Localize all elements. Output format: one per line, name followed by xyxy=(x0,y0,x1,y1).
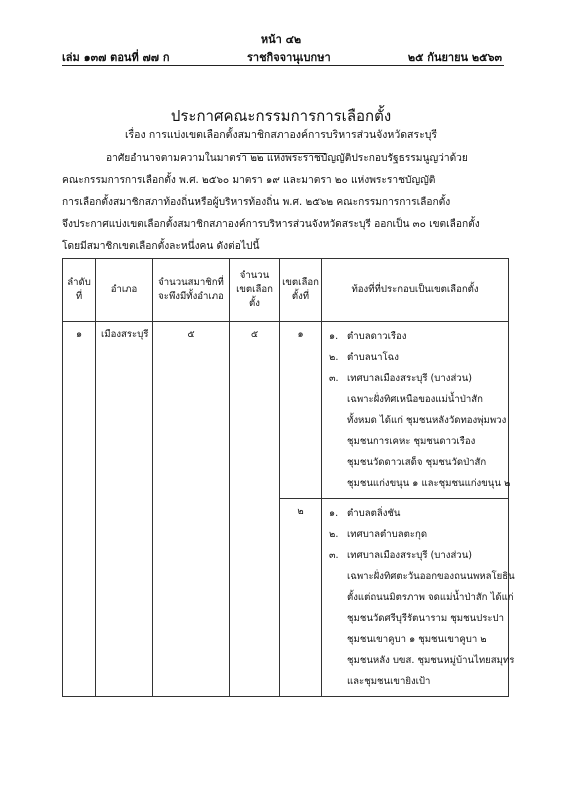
area-item: ๒. ตำบลนาโฉง xyxy=(329,352,399,363)
area-item: ๓. เทศบาลเมืองสระบุรี (บางส่วน) xyxy=(329,550,472,561)
cell-zone-count: ๕ xyxy=(230,322,280,697)
header-rule xyxy=(62,65,504,66)
publication-date: ๒๕ กันยายน ๒๕๖๓ xyxy=(407,51,502,64)
header-areas: ท้องที่ที่ประกอบเป็นเขตเลือกตั้ง xyxy=(322,259,509,322)
document-title: ประกาศคณะกรรมการการเลือกตั้ง xyxy=(170,107,392,125)
body-line: จึงประกาศแบ่งเขตเลือกตั้งสมาชิกสภาองค์การบริหารส่วนจังหวัดสระบุรี ออกเป็น ๓๐ เขตเลือกตั้ง xyxy=(62,219,480,230)
table-row xyxy=(63,322,509,499)
body-line: คณะกรรมการการเลือกตั้ง พ.ศ. ๒๕๖๐ มาตรา ๑๙ และมาตรา ๒๐ แห่งพระราชบัญญัติ xyxy=(62,175,436,186)
cell-members: ๕ xyxy=(153,322,230,697)
document-subject: เรื่อง การแบ่งเขตเลือกตั้งสมาชิกสภาองค์การบริหารส่วนจังหวัดสระบุรี xyxy=(124,129,438,141)
body-line: การเลือกตั้งสมาชิกสภาท้องถิ่นหรือผู้บริหารท้องถิ่น พ.ศ. ๒๕๖๒ คณะกรรมการการเลือกตั้ง xyxy=(62,197,451,208)
area-item: ชุมชนหลัง บขส. ชุมชนหมู่บ้านไทยสมุทร xyxy=(347,655,515,666)
page-number: หน้า ๔๒ xyxy=(260,33,302,46)
cell-areas xyxy=(322,322,509,499)
header-zone: เขตเลือกตั้งที่ xyxy=(280,259,322,322)
area-item: ทั้งหมด ได้แก่ ชุมชนหลังวัดทองพุ่มพวง xyxy=(347,415,507,426)
volume-issue: เล่ม ๑๓๗ ตอนที่ ๗๗ ก xyxy=(62,51,170,64)
area-item: ๑. ตำบลดาวเรือง xyxy=(329,331,407,342)
header-zone-count: จำนวนเขตเลือกตั้ง xyxy=(230,259,280,322)
header-members: จำนวนสมาชิกที่จะพึงมีทั้งอำเภอ xyxy=(153,259,230,322)
cell-zone: ๒ xyxy=(280,499,322,697)
area-item: ชุมชนวัดศรีบุรีรัตนาราม ชุมชนประปา xyxy=(347,613,505,624)
cell-order: ๑ xyxy=(63,322,96,697)
area-item: ชุมชนการเคหะ ชุมชนดาวเรือง xyxy=(347,436,476,447)
cell-areas xyxy=(322,499,515,697)
table-header-row xyxy=(63,259,509,322)
body-line: อาศัยอำนาจตามความในมาตรา ๒๒ แห่งพระราชบัญญัติประกอบรัฐธรรมนูญว่าด้วย xyxy=(106,153,468,164)
area-item: เฉพาะฝั่งทิศตะวันออกของถนนพหลโยธิน xyxy=(347,571,515,582)
publication-name: ราชกิจจานุเบกษา xyxy=(247,51,331,64)
area-item: ชุมชนแก่งขนุน ๑ และชุมชนแก่งขนุน ๒ xyxy=(347,478,511,489)
area-item: ๓. เทศบาลเมืองสระบุรี (บางส่วน) xyxy=(329,373,472,384)
area-item: และชุมชนเขายิงเป้า xyxy=(347,676,431,687)
area-item: ตั้งแต่ถนนมิตรภาพ จดแม่น้ำป่าสัก ได้แก่ xyxy=(347,592,514,603)
cell-district: เมืองสระบุรี xyxy=(96,322,153,697)
area-item: เฉพาะฝั่งทิศเหนือของแม่น้ำป่าสัก xyxy=(347,394,483,405)
body-paragraph xyxy=(62,148,502,258)
districts-table xyxy=(62,258,515,697)
body-line: โดยมีสมาชิกเขตเลือกตั้งละหนึ่งคน ดังต่อไปนี้ xyxy=(62,241,260,252)
area-item: ชุมชนเขาคูบา ๑ ชุมชนเขาคูบา ๒ xyxy=(347,634,487,645)
header-order: ลำดับที่ xyxy=(63,259,96,322)
cell-zone: ๑ xyxy=(280,322,322,499)
area-item: ๑. ตำบลตลิ่งชัน xyxy=(329,508,401,519)
gazette-header xyxy=(62,48,502,64)
header-district: อำเภอ xyxy=(96,259,153,322)
area-item: ชุมชนวัดดาวเสด็จ ชุมชนวัดป่าสัก xyxy=(347,457,487,468)
area-item: ๒. เทศบาลตำบลตะกุด xyxy=(329,529,428,540)
